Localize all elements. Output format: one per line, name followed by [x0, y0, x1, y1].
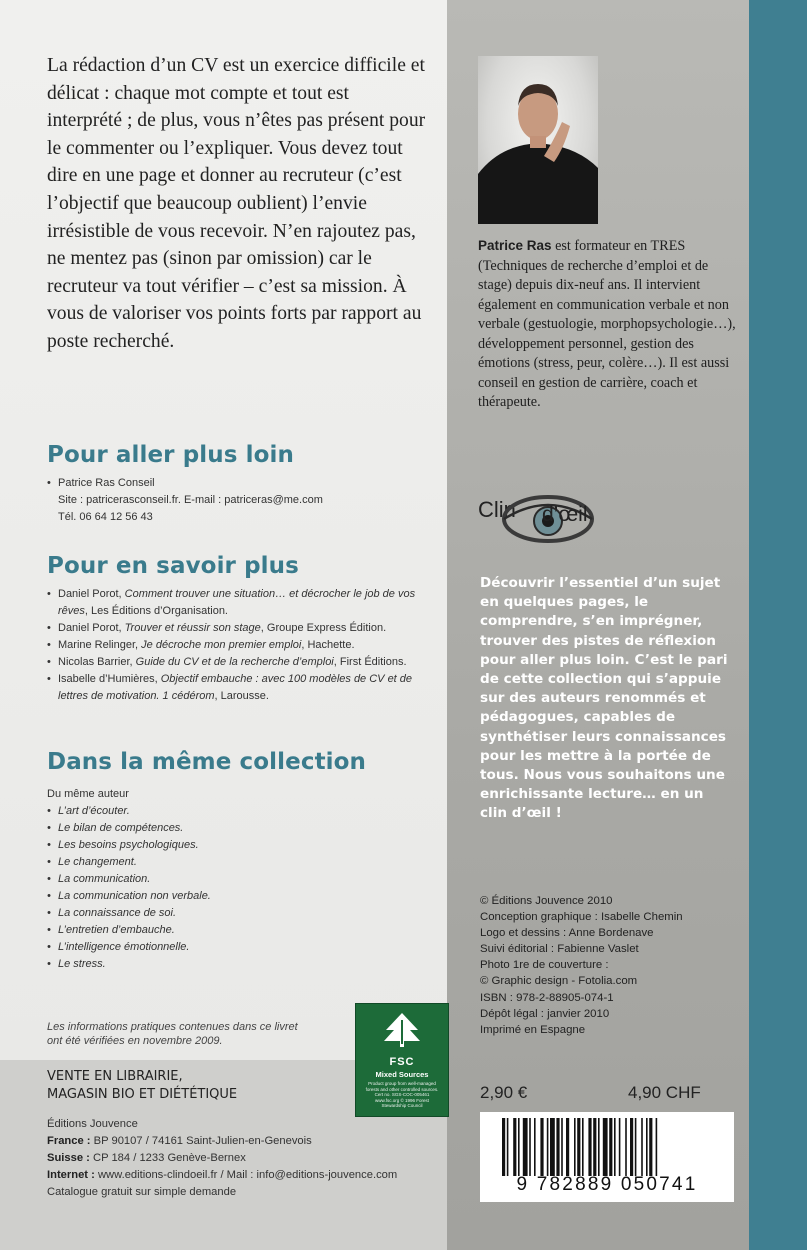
bibliography-item [47, 637, 432, 654]
isbn-barcode [480, 1112, 734, 1202]
price-chf: 4,90 CHF [628, 1083, 701, 1102]
credit-line: Dépôt légal : janvier 2010 [480, 1007, 610, 1020]
intro-paragraph: La rédaction d’un CV est un exercice difficile et délicat : chaque mot compte et tout est interprété ; de plus, vous n’êtes pas présent pour le commenter ou l’expliquer. Vous devez tout dire en une page et donner au recruteur (c’est l’objectif que beaucoup oublient) l’envie irrésistible de vous recevoir. N’en rajoutez pas, ne mentez pas (sinon par omission) car le recruteur va tout vérifier – c’est sa mission. À vous de valoriser vos points forts par rapport au poste recherché. [47, 55, 426, 352]
book-title: Comment trouver une situation… et décrocher le job de vos rêves [58, 588, 416, 617]
logo-word-doeil: d’œil [542, 503, 588, 526]
fsc-word: FSC [389, 1056, 415, 1068]
credit-line: Photo 1re de couverture : [480, 959, 609, 972]
collection-item: • La connaissance de soi. [47, 905, 437, 922]
sales-line: MAGASIN BIO ET DIÉTÉTIQUE [47, 1087, 238, 1102]
section-title-aller-plus-loin: Pour aller plus loin [47, 442, 294, 468]
barcode-stripe [547, 1118, 549, 1176]
credit-line: Imprimé en Espagne [480, 1023, 586, 1036]
barcode-stripe [502, 1118, 505, 1176]
bibliography-item [47, 586, 432, 620]
barcode-stripe [556, 1118, 559, 1176]
fsc-tree-icon [356, 1010, 448, 1055]
address-value: BP 90107 / 74161 Saint-Julien-en-Genevois [93, 1135, 312, 1147]
collection-subtitle: Du même auteur [47, 788, 129, 800]
credit-line: Logo et dessins : Anne Bordenave [480, 927, 654, 940]
book-publisher: , First Éditions. [333, 656, 407, 668]
credit-line: © Éditions Jouvence 2010 [480, 895, 613, 907]
barcode-stripe [577, 1118, 580, 1176]
bibliography-list [47, 586, 432, 705]
collection-item: • La communication non verbale. [47, 888, 437, 905]
publisher-name: Éditions Jouvence [47, 1118, 138, 1130]
fsc-mixed-sources: Mixed Sources [375, 1070, 429, 1079]
price-euro: 2,90 € [480, 1083, 528, 1102]
book-title: Guide du CV et de la recherche d’emploi [135, 656, 334, 668]
collection-item: • Les besoins psychologiques. [47, 837, 437, 854]
address-value: www.editions-clindoeil.fr / Mail : info@editions-jouvence.com [97, 1169, 398, 1181]
book-author: Marine Relinger, [58, 639, 142, 651]
book-title: Je décroche mon premier emploi [141, 639, 302, 651]
sales-line: VENTE EN LIBRAIRIE, [47, 1069, 183, 1084]
publisher-internet [47, 1167, 447, 1184]
barcode-stripe [646, 1118, 648, 1176]
author-name: Patrice Ras [478, 238, 552, 253]
bibliography-item [47, 671, 432, 705]
publisher-address-suisse [47, 1150, 447, 1167]
contact-line: • Patrice Ras Conseil [47, 475, 437, 492]
barcode-stripe [523, 1118, 528, 1176]
collection-item: • La communication. [47, 871, 437, 888]
barcode-stripe [540, 1118, 543, 1176]
credit-line: © Graphic design - Fotolia.com [480, 975, 638, 988]
collection-item: • Le changement. [47, 854, 437, 871]
info-note: Les informations pratiques contenues dans ce livret ont été vérifiées en novembre 2009. [47, 1021, 298, 1047]
book-author: Nicolas Barrier, [58, 656, 136, 668]
author-bio [478, 236, 740, 413]
publisher-info [47, 1116, 447, 1201]
contact-list [47, 475, 437, 526]
section-title-meme-collection: Dans la même collection [47, 749, 367, 775]
address-label: Suisse : [47, 1152, 94, 1164]
collection-item: • L’entretien d’embauche. [47, 922, 437, 939]
spine-color-band [749, 0, 807, 1250]
barcode-bars [480, 1112, 734, 1180]
section-title-en-savoir-plus: Pour en savoir plus [47, 553, 299, 579]
credits [480, 893, 745, 1038]
address-label: Internet : [47, 1169, 98, 1181]
barcode-stripe [649, 1118, 652, 1176]
bibliography-item [47, 620, 432, 637]
collection-blurb: Découvrir l’essentiel d’un sujet en quelques pages, le comprendre, s’en imprégner, trouver des pistes de réflexion pour aller plus loin. C’est le pari de cette collection qui s’appuie sur des auteurs renommés et pédagogues, capables de synthétiser leurs connaissances pour les mettre à la portée de tous. Nous vous souhaitons une enrichissante lecture… en un clin d’œil ! [480, 575, 728, 822]
catalogue-note: Catalogue gratuit sur simple demande [47, 1186, 237, 1198]
book-author: Isabelle d’Humières, [58, 673, 161, 685]
book-title: Trouver et réussir son stage [124, 622, 261, 634]
barcode-stripe [641, 1118, 643, 1176]
barcode-stripe [598, 1118, 600, 1176]
address-value: CP 184 / 1233 Genève-Bernex [93, 1152, 246, 1164]
book-publisher: , Hachette. [301, 639, 355, 651]
book-author: Daniel Porot, [58, 622, 125, 634]
barcode-number: 9 782889 050741 [516, 1174, 698, 1195]
collection-list [47, 786, 437, 973]
address-label: France : [47, 1135, 94, 1147]
barcode-stripe [614, 1118, 616, 1176]
barcode-stripe [550, 1118, 555, 1176]
barcode-stripe [593, 1118, 596, 1176]
barcode-stripe [513, 1118, 516, 1176]
book-publisher: , Groupe Express Édition. [260, 622, 387, 634]
book-title: Objectif embauche : avec 100 modèles de CV et de lettres de motivation. 1 cédérom [58, 673, 413, 702]
fsc-logo [355, 1003, 449, 1117]
barcode-stripe [619, 1118, 621, 1176]
bibliography-item [47, 654, 432, 671]
author-photo [478, 56, 598, 224]
collection-item: • Le bilan de compétences. [47, 820, 437, 837]
contact-line: Site : patricerasconseil.fr. E-mail : patriceras@me.com [58, 494, 323, 506]
collection-item: • Le stress. [47, 956, 437, 973]
contact-line: Tél. 06 64 12 56 43 [58, 511, 153, 523]
collection-item: • L’intelligence émotionnelle. [47, 939, 437, 956]
barcode-stripe [574, 1118, 576, 1176]
barcode-stripe [635, 1118, 637, 1176]
barcode-stripe [625, 1118, 627, 1176]
publisher-address-france [47, 1133, 447, 1150]
author-bio-text: est formateur en TRES (Techniques de recherche d’emploi et de stage) depuis dix-neuf ans. Il intervient également en communication verbale et non verbale (gestuologie, morphopsychologie…), développement personnel, gestion des émotions (stress, peur, colère…). Il est aussi conseil en gestion de carrière, coach et thérapeute. [478, 238, 736, 410]
credit-line: ISBN : 978-2-88905-074-1 [480, 991, 614, 1004]
sales-channel [47, 1068, 347, 1104]
barcode-stripe [582, 1118, 584, 1176]
barcode-stripe [529, 1118, 531, 1176]
fsc-certification-text: Product group from well-managed forests and other controlled sources. Cert no. SGS-COC-005461 www.fsc.org © 1996 Forest Stewardship Council [365, 1081, 439, 1108]
barcode-stripe [656, 1118, 658, 1176]
barcode-stripe [518, 1118, 520, 1176]
barcode-stripe [566, 1118, 569, 1176]
barcode-stripe [609, 1118, 612, 1176]
barcode-stripe [588, 1118, 591, 1176]
barcode-stripe [630, 1118, 633, 1176]
barcode-stripe [561, 1118, 563, 1176]
logo-word-clin: Clin [478, 497, 516, 522]
credit-line: Suivi éditorial : Fabienne Vaslet [480, 943, 639, 956]
book-publisher: , Larousse. [214, 690, 269, 702]
book-author: Daniel Porot, [58, 588, 125, 600]
barcode-stripe [603, 1118, 608, 1176]
book-publisher: , Les Éditions d’Organisation. [84, 605, 228, 617]
barcode-stripe [534, 1118, 536, 1176]
collection-item: • L’art d’écouter. [47, 803, 437, 820]
barcode-stripe [507, 1118, 509, 1176]
credit-line: Conception graphique : Isabelle Chemin [480, 911, 683, 924]
clin-doeil-logo [478, 485, 608, 555]
